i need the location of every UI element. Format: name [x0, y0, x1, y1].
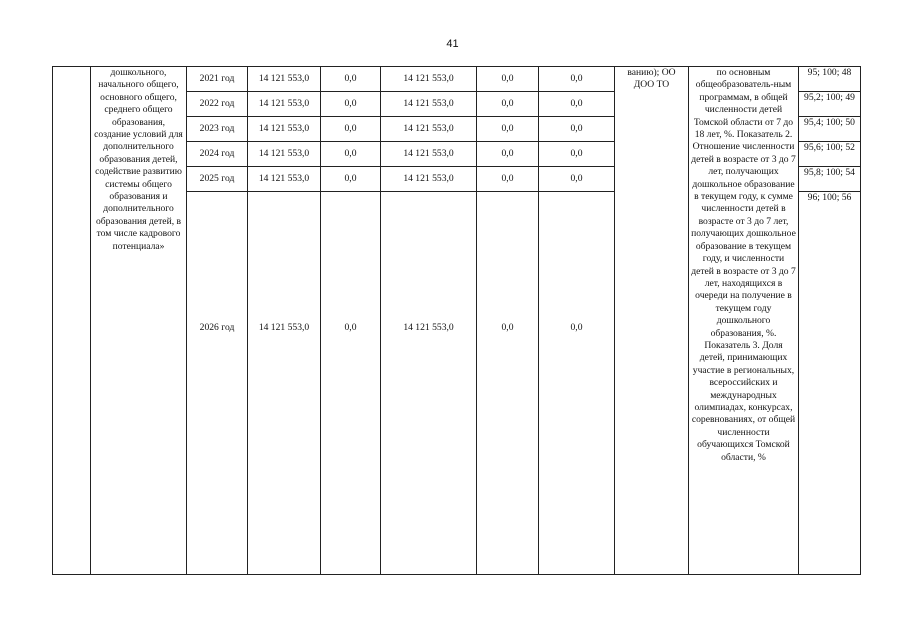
executor-cell	[615, 67, 689, 575]
other-cell: 0,0	[539, 142, 615, 167]
total-cell: 14 121 553,0	[248, 92, 321, 117]
year-filler	[187, 464, 248, 575]
task-name-cell	[91, 67, 187, 575]
other-cell: 0,0	[539, 92, 615, 117]
regional-cell: 14 121 553,0	[381, 192, 477, 465]
program-table	[52, 66, 861, 575]
executor-text: ванию); ОО ДОО ТО	[627, 67, 676, 91]
local-cell: 0,0	[477, 117, 539, 142]
federal-cell: 0,0	[321, 142, 381, 167]
page-number: 41	[446, 38, 459, 50]
year-cell: 2026 год	[187, 192, 248, 465]
federal-cell: 0,0	[321, 92, 381, 117]
local-cell: 0,0	[477, 67, 539, 92]
table-row	[53, 67, 861, 92]
federal-cell: 0,0	[321, 67, 381, 92]
target-cell	[799, 192, 861, 575]
regional-cell: 14 121 553,0	[381, 167, 477, 192]
local-cell: 0,0	[477, 142, 539, 167]
target-cell	[799, 67, 861, 92]
federal-cell: 0,0	[321, 192, 381, 465]
target-value: 95,4; 100; 50	[804, 117, 855, 128]
other-filler	[539, 464, 615, 575]
target-value: 95,2; 100; 49	[804, 92, 855, 103]
total-filler	[248, 464, 321, 575]
year-cell: 2023 год	[187, 117, 248, 142]
target-value: 96; 100; 56	[807, 192, 852, 203]
federal-filler	[321, 464, 381, 575]
federal-cell: 0,0	[321, 167, 381, 192]
task-name: дошкольного, начального общего, основного общего, среднего общего образования, создание условий для дополнительного образования детей, содействие развитию системы общего образования и дополнительного образования детей, в том числе кадрового потенциала»	[94, 67, 183, 252]
local-cell: 0,0	[477, 92, 539, 117]
year-cell: 2024 год	[187, 142, 248, 167]
local-cell: 0,0	[477, 167, 539, 192]
year-cell: 2025 год	[187, 167, 248, 192]
local-cell: 0,0	[477, 192, 539, 465]
row-number-cell	[53, 67, 91, 575]
other-cell: 0,0	[539, 192, 615, 465]
other-cell: 0,0	[539, 117, 615, 142]
total-cell: 14 121 553,0	[248, 167, 321, 192]
indicators-cell	[689, 67, 799, 575]
federal-cell: 0,0	[321, 117, 381, 142]
target-value: 95,6; 100; 52	[804, 142, 855, 153]
total-cell: 14 121 553,0	[248, 142, 321, 167]
target-cell	[799, 92, 861, 117]
regional-filler	[381, 464, 477, 575]
regional-cell: 14 121 553,0	[381, 142, 477, 167]
target-cell	[799, 117, 861, 142]
total-cell: 14 121 553,0	[248, 192, 321, 465]
total-cell: 14 121 553,0	[248, 67, 321, 92]
other-cell: 0,0	[539, 67, 615, 92]
target-cell	[799, 167, 861, 192]
regional-cell: 14 121 553,0	[381, 67, 477, 92]
local-filler	[477, 464, 539, 575]
target-cell	[799, 142, 861, 167]
regional-cell: 14 121 553,0	[381, 117, 477, 142]
other-cell: 0,0	[539, 167, 615, 192]
target-value: 95,8; 100; 54	[804, 167, 855, 178]
indicators-text: по основным общеобразователь-ным программам, в общей численности детей Томской области от 7 до 18 лет, %. Показатель 2. Отношение численности детей в возрасте от 3 до 7 лет, получающих дошкольное образование в текущем году, к сумме численности детей в возрасте от 3 до 7 лет, получающих дошкольное образование в текущем году, и численности детей в возрасте от 3 до 7 лет, находящихся в очереди на получение в текущем году дошкольного образования, %. Показатель 3. Доля детей, принимающих участие в региональных, всероссийских и международных олимпиадах, конкурсах, соревнованиях, от общей численности обучающихся Томской области, %	[691, 67, 796, 463]
total-cell: 14 121 553,0	[248, 117, 321, 142]
target-value: 95; 100; 48	[807, 67, 852, 78]
year-cell: 2022 год	[187, 92, 248, 117]
year-cell: 2021 год	[187, 67, 248, 92]
regional-cell: 14 121 553,0	[381, 92, 477, 117]
